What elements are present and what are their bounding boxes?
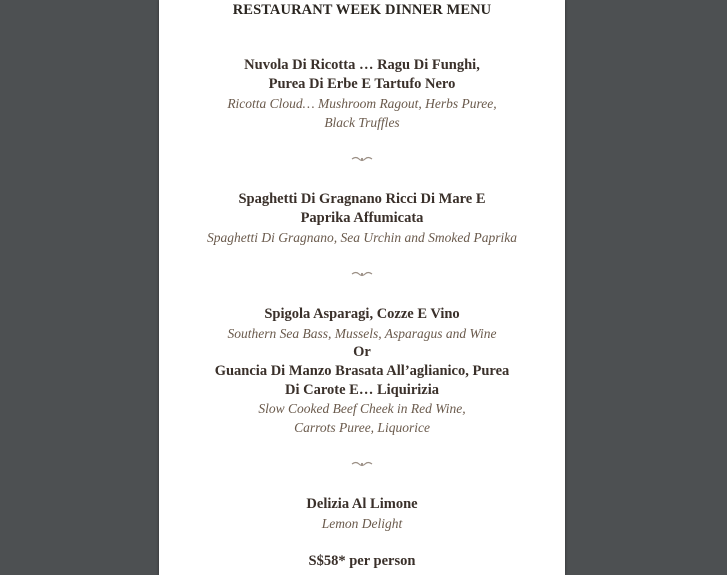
course-2-desc-line-1: Spaghetti Di Gragnano, Sea Urchin and Smoked Paprika xyxy=(207,230,517,245)
ornament-divider-icon xyxy=(351,461,373,467)
course-4-desc-line-1: Lemon Delight xyxy=(321,516,403,531)
menu-page xyxy=(159,0,565,575)
course-3-desc-line-1: Southern Sea Bass, Mussels, Asparagus and Wine xyxy=(227,326,497,341)
menu-price: S$58* per person xyxy=(308,553,416,569)
course-1-desc-line-1: Ricotta Cloud… Mushroom Ragout, Herbs Puree, xyxy=(227,96,497,111)
course-1-desc-line-2: Black Truffles xyxy=(324,115,400,130)
course-3-alt-desc-line-1: Slow Cooked Beef Cheek in Red Wine, xyxy=(258,401,466,416)
course-2-name-line-2: Paprika Affumicata xyxy=(300,210,424,226)
course-3-alt-name-line-1: Guancia Di Manzo Brasata All’aglianico, Purea xyxy=(214,363,510,379)
course-2-name-line-1: Spaghetti Di Gragnano Ricci Di Mare E xyxy=(238,191,486,207)
course-3-name-line-1: Spigola Asparagi, Cozze E Vino xyxy=(264,306,460,322)
ornament-divider-icon xyxy=(351,156,373,162)
course-3-alt-name-line-2: Di Carote E… Liquirizia xyxy=(285,382,439,398)
course-3-alt-desc-line-2: Carrots Puree, Liquorice xyxy=(294,420,430,435)
menu-title: RESTAURANT WEEK DINNER MENU xyxy=(232,2,492,18)
course-1-name-line-1: Nuvola Di Ricotta … Ragu Di Funghi, xyxy=(244,57,480,73)
course-1-name-line-2: Purea Di Erbe E Tartufo Nero xyxy=(268,76,456,92)
course-3-or-label: Or xyxy=(353,344,371,360)
ornament-divider-icon xyxy=(351,271,373,277)
course-4-name-line-1: Delizia Al Limone xyxy=(306,496,418,512)
